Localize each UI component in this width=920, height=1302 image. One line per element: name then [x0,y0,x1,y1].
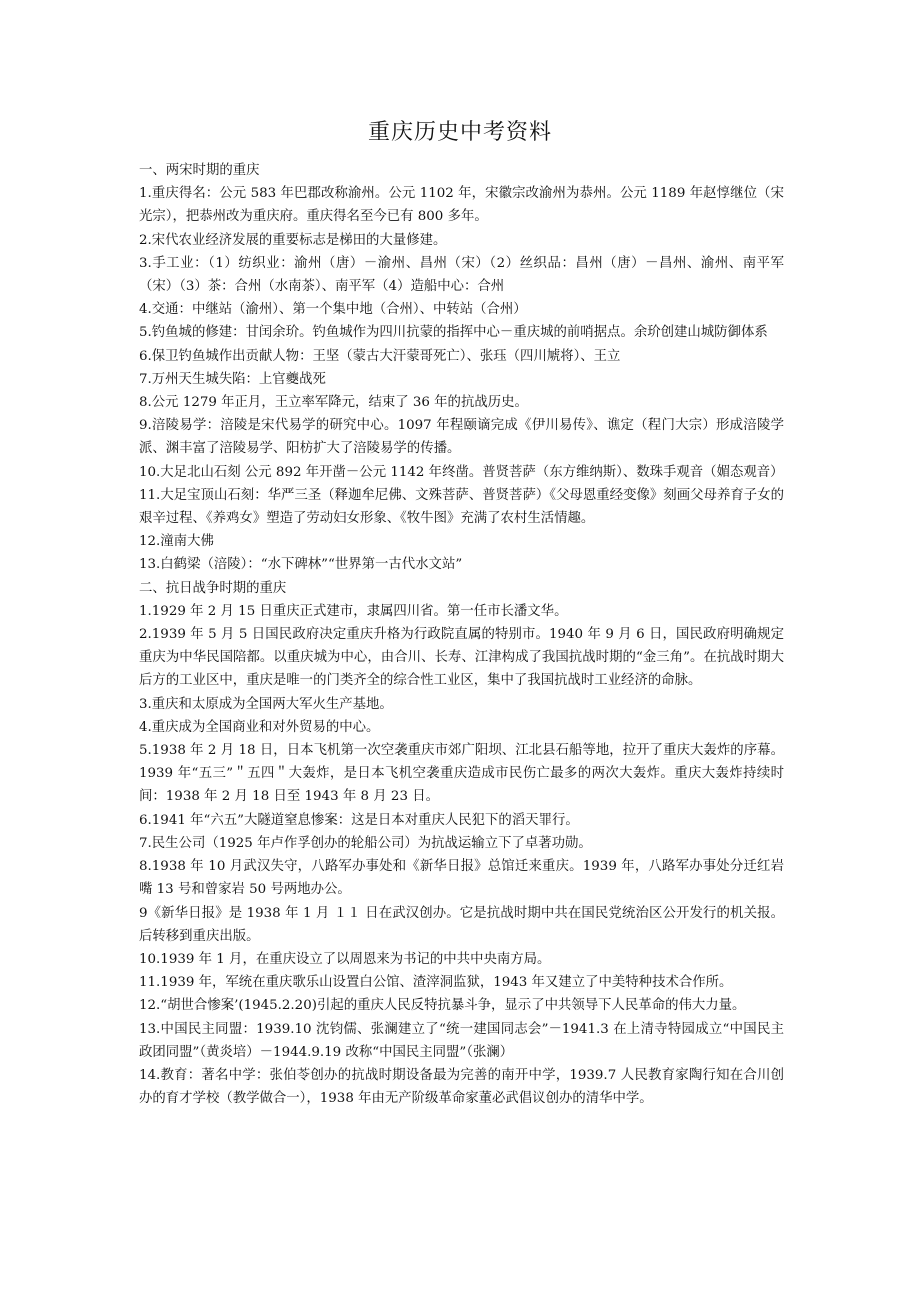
list-item: 2.宋代农业经济发展的重要标志是梯田的大量修建。 [139,232,447,248]
list-item: 14.教育：著名中学：张伯苓创办的抗战时期设备最为完善的南开中学，1939.7 人民教育家陶行知在合川创办的育才学校（教学做合一），1938 年由无产阶级革命家董必武倡议创办的清华中学。 [139,1067,784,1107]
list-item: 10.大足北山石刻 公元 892 年开凿－公元 1142 年终凿。普贤菩萨（东方维纳斯）、数珠手观音（媚态观音） [139,464,784,480]
list-item: 3.手工业：（1）纺织业：渝州（唐）－渝州、昌州（宋）（2）丝织品：昌州（唐）－昌州、渝州、南平军（宋）（3）茶：合州（水南茶）、南平军（4）造船中心：合州 [139,255,784,295]
list-item: 10.1939 年 1 月，在重庆设立了以周恩来为书记的中共中央南方局。 [139,951,551,967]
list-item: 7.民生公司（1925 年卢作孚创办的轮船公司）为抗战运输立下了卓著功勋。 [139,835,592,851]
section-heading: 二、抗日战争时期的重庆 [139,580,287,596]
list-item: 8.公元 1279 年正月，王立率军降元，结束了 36 年的抗战历史。 [139,395,528,411]
list-item: 4.重庆成为全国商业和对外贸易的中心。 [139,719,380,735]
list-item: 12.“胡世合惨案’(1945.2.20)引起的重庆人民反特抗暴斗争，显示了中共领导下人民革命的伟大力量。 [139,998,746,1014]
list-item: 6.1941 年“六五”大隧道窒息惨案：这是日本对重庆人民犯下的滔天罪行。 [139,812,579,828]
list-item: 11.1939 年，军统在重庆歌乐山设置白公馆、渣滓洞监狱，1943 年又建立了中美特种技术合作所。 [139,975,733,991]
list-item: 5.1938 年 2 月 18 日，日本飞机第一次空袭重庆市郊广阳坝、江北县石船等地，拉开了重庆大轰炸的序幕。1939 年“五三”＂五四＂大轰炸，是日本飞机空袭重庆造成市民伤亡最多的两次大轰炸。重庆大轰炸持续时间：1938 年 2 月 18 日至 1943 年 8 月 23 日。 [139,743,784,805]
list-item: 13.中国民主同盟：1939.10 沈钧儒、张澜建立了“统一建国同志会”－1941.3 在上清寺特园成立“中国民主政团同盟”（黄炎培）－1944.9.19 改称“中国民主同盟”（张澜） [139,1021,784,1060]
list-item: 2.1939 年 5 月 5 日国民政府决定重庆升格为行政院直属的特别市。1940 年 9 月 6 日，国民政府明确规定重庆为中华民国陪都。以重庆城为中心，由合川、长寿、江津构成了我国抗战时期的“金三角”。在抗战时期大后方的工业区中，重庆是唯一的门类齐全的综合性工业区，集中了我国抗战时工业经济的命脉。 [139,627,784,689]
list-item: 13.白鹤梁（涪陵）：“水下碑林”“世界第一古代水文站” [139,557,463,573]
list-item: 5.钓鱼城的修建：甘闰余玠。钓鱼城作为四川抗蒙的指挥中心－重庆城的前哨据点。余玠创建山城防御体系 [139,325,768,341]
section-song-dynasty [139,159,784,577]
page-title: 重庆历史中考资料 [367,120,552,145]
list-item: 7.万州天生城失陷：上官夔战死 [139,371,326,387]
list-item: 11.大足宝顶山石刻：华严三圣（释迦牟尼佛、文殊菩萨、普贤菩萨）《父母恩重经变像》刻画父母养育子女的艰辛过程、《养鸡女》塑造了劳动妇女形象、《牧牛图》充满了农村生活情趣。 [139,487,784,527]
list-item: 3.重庆和太原成为全国两大军火生产基地。 [139,696,393,712]
list-item: 8.1938 年 10 月武汉失守，八路军办事处和《新华日报》总馆迁来重庆。1939 年，八路军办事处分迁红岩嘴 13 号和曾家岩 50 号两地办公。 [139,859,784,898]
list-item: 1.重庆得名：公元 583 年巴郡改称渝州。公元 1102 年，宋徽宗改渝州为恭州。公元 1189 年赵惇继位（宋光宗），把恭州改为重庆府。重庆得名至今已有 800 多年。 [139,186,784,225]
list-item: 9.涪陵易学：涪陵是宋代易学的研究中心。1097 年程颐谪完成《伊川易传》、谯定（程门大宗）形成涪陵学派、渊丰富了涪陵易学、阳枋扩大了涪陵易学的传播。 [139,418,784,457]
list-item: 12.潼南大佛 [139,534,214,550]
section-anti-japanese-war [139,577,784,1111]
section-heading: 一、两宋时期的重庆 [139,163,260,178]
list-item: 1.1929 年 2 月 15 日重庆正式建市，隶属四川省。第一任市长潘文华。 [139,603,568,619]
document-body [139,159,784,1110]
list-item: 9《新华日报》是 1938 年 1 月 １１ 日在武汉创办。它是抗战时期中共在国民党统治区公开发行的机关报。后转移到重庆出版。 [139,905,784,944]
list-item: 6.保卫钓鱼城作出贡献人物：王坚（蒙古大汗蒙哥死亡）、张珏（四川虓将）、王立 [139,348,621,364]
list-item: 4.交通：中继站（渝州）、第一个集中地（合州）、中转站（合州） [139,302,527,318]
